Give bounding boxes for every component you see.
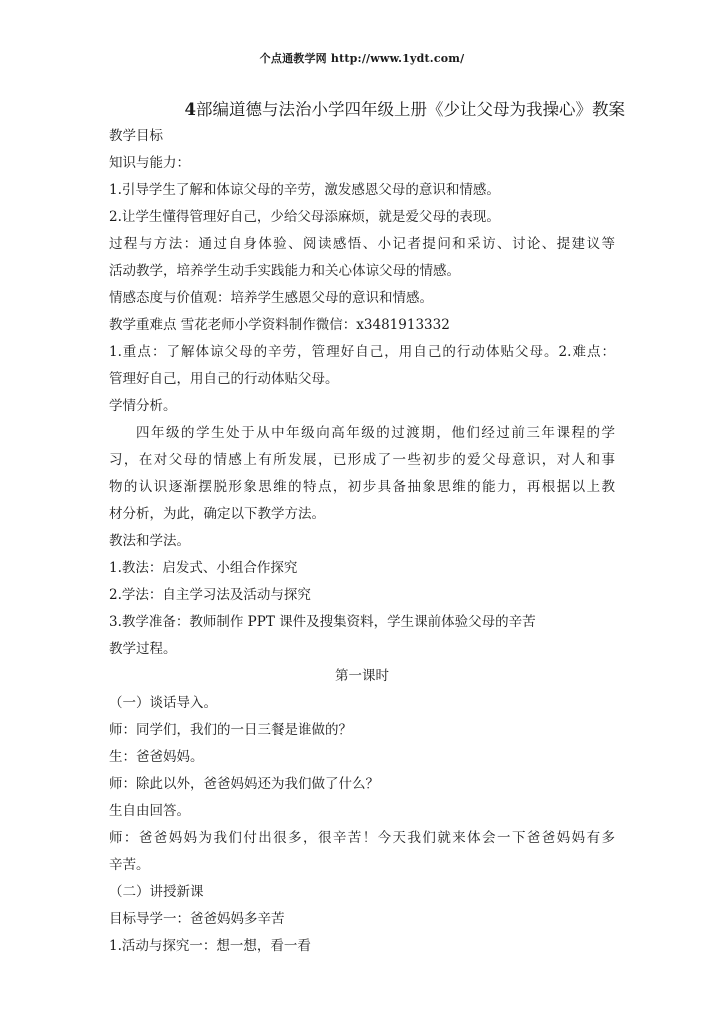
paragraph-line: 习，在对父母的情感上有所发展，已形成了一些初步的爱父母意识，对人和事 <box>109 452 615 468</box>
paragraph-line: 情感态度与价值观：培养学生感恩父母的意识和情感。 <box>109 290 433 306</box>
step-heading: （二）讲授新课 <box>109 884 204 900</box>
page-header: 个点通教学网 http://www.1ydt.com/ <box>259 52 465 65</box>
dialogue-line: 师：同学们，我们的一日三餐是谁做的？ <box>109 722 352 738</box>
title-number: 4 <box>184 100 196 119</box>
paragraph-line: 四年级的学生处于从中年级向高年级的过渡期，他们经过前三年课程的学 <box>136 425 615 441</box>
objective-item: 2.让学生懂得管理好自己，少给父母添麻烦，就是爱父母的表现。 <box>109 209 500 225</box>
dialogue-line: 辛苦。 <box>109 857 150 873</box>
goal-heading: 目标导学一：爸爸妈妈多辛苦 <box>109 911 285 927</box>
paragraph-line: 1.重点：了解体谅父母的辛劳，管理好自己，用自己的行动体贴父母。2.难点： <box>109 344 615 360</box>
section-heading-process: 教学过程。 <box>109 641 177 657</box>
dialogue-line: 生自由回答。 <box>109 803 190 819</box>
paragraph-line: 管理好自己，用自己的行动体贴父母。 <box>109 371 339 387</box>
dialogue-line: 生：爸爸妈妈。 <box>109 749 204 765</box>
subheading-knowledge: 知识与能力： <box>109 155 190 171</box>
title-text: 部编道德与法治小学四年级上册《少让父母为我操心》教案 <box>196 100 625 119</box>
step-heading: （一）谈话导入。 <box>109 695 217 711</box>
objective-item: 1.引导学生了解和体谅父母的辛劳，激发感恩父母的意识和情感。 <box>109 182 500 198</box>
dialogue-line: 师：除此以外，爸爸妈妈还为我们做了什么？ <box>109 776 379 792</box>
document-title <box>109 96 625 123</box>
document-body <box>109 96 625 960</box>
lesson-heading: 第一课时 <box>335 668 389 684</box>
section-heading-objectives: 教学目标 <box>109 128 163 144</box>
paragraph-line: 材分析，为此，确定以下教学方法。 <box>109 506 325 522</box>
section-heading-key-points: 教学重难点 雪花老师小学资料制作微信：x3481913332 <box>109 317 450 333</box>
list-item: 3.教学准备：教师制作 PPT 课件及搜集资料，学生课前体验父母的辛苦 <box>109 614 536 630</box>
paragraph-line: 活动教学，培养学生动手实践能力和关心体谅父母的情感。 <box>109 263 460 279</box>
activity-heading: 1.活动与探究一：想一想，看一看 <box>109 938 311 954</box>
section-heading-analysis: 学情分析。 <box>109 398 177 414</box>
dialogue-line: 师：爸爸妈妈为我们付出很多，很辛苦！今天我们就来体会一下爸爸妈妈有多 <box>109 830 615 846</box>
list-item: 2.学法：自主学习法及活动与探究 <box>109 587 311 603</box>
list-item: 1.教法：启发式、小组合作探究 <box>109 560 298 576</box>
paragraph-line: 物的认识逐渐摆脱形象思维的特点，初步具备抽象思维的能力，再根据以上教 <box>109 479 615 495</box>
section-heading-methods: 教法和学法。 <box>109 533 190 549</box>
paragraph-line: 过程与方法：通过自身体验、阅读感悟、小记者提问和采访、讨论、提建议等 <box>109 236 615 252</box>
